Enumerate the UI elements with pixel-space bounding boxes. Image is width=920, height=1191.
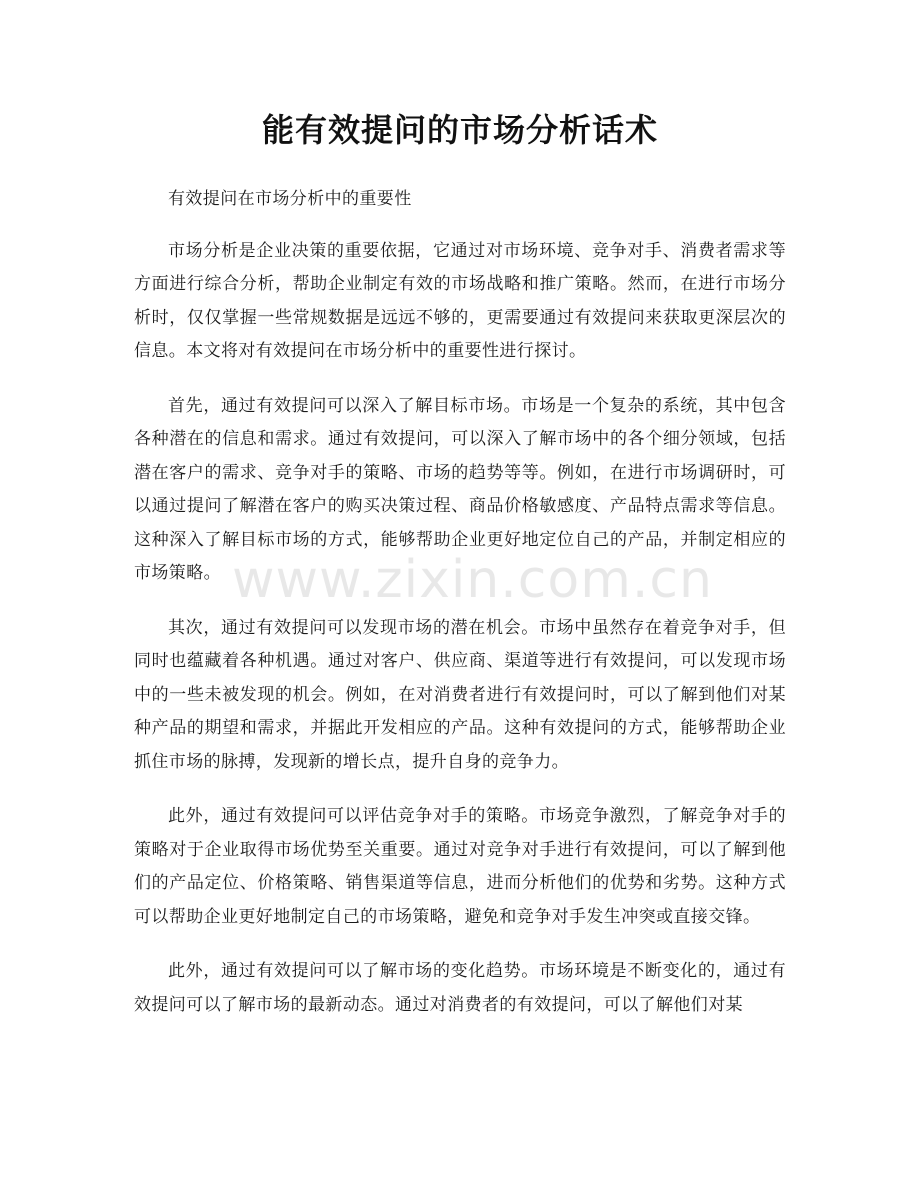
paragraph-2: 首先，通过有效提问可以深入了解目标市场。市场是一个复杂的系统，其中包含各种潜在的信息和需求。通过有效提问，可以深入了解市场中的各个细分领域，包括潜在客户的需求、竞争对手的策略、市场的趋势等等。例如，在进行市场调研时，可以通过提问了解潜在客户的购买决策过程、商品价格敏感度、产品特点需求等信息。这种深入了解目标市场的方式，能够帮助企业更好地定位自己的产品，并制定相应的市场策略。 <box>134 395 786 583</box>
paragraph-4: 此外，通过有效提问可以评估竞争对手的策略。市场竞争激烈，了解竞争对手的策略对于企业取得市场优势至关重要。通过对竞争对手进行有效提问，可以了解到他们的产品定位、价格策略、销售渠道等信息，进而分析他们的优势和劣势。这种方式可以帮助企业更好地制定自己的市场策略，避免和竞争对手发生冲突或直接交锋。 <box>134 806 786 927</box>
document-body <box>134 183 786 1043</box>
section-subheading: 有效提问在市场分析中的重要性 <box>168 189 412 209</box>
paragraph-5: 此外，通过有效提问可以了解市场的变化趋势。市场环境是不断变化的，通过有效提问可以了解市场的最新动态。通过对消费者的有效提问，可以了解他们对某 <box>134 961 786 1015</box>
site-watermark: www.zixin.com.cn <box>232 550 713 610</box>
paragraph-1: 市场分析是企业决策的重要依据，它通过对市场环境、竞争对手、消费者需求等方面进行综合分析，帮助企业制定有效的市场战略和推广策略。然而，在进行市场分析时，仅仅掌握一些常规数据是远远不够的，更需要通过有效提问来获取更深层次的信息。本文将对有效提问在市场分析中的重要性进行探讨。 <box>134 240 786 361</box>
paragraph-3: 其次，通过有效提问可以发现市场的潜在机会。市场中虽然存在着竞争对手，但同时也蕴藏着各种机遇。通过对客户、供应商、渠道等进行有效提问，可以发现市场中的一些未被发现的机会。例如，在对消费者进行有效提问时，可以了解到他们对某种产品的期望和需求，并据此开发相应的产品。这种有效提问的方式，能够帮助企业抓住市场的脉搏，发现新的增长点，提升自身的竞争力。 <box>134 617 786 772</box>
document-title: 能有效提问的市场分析话术 <box>261 111 658 149</box>
